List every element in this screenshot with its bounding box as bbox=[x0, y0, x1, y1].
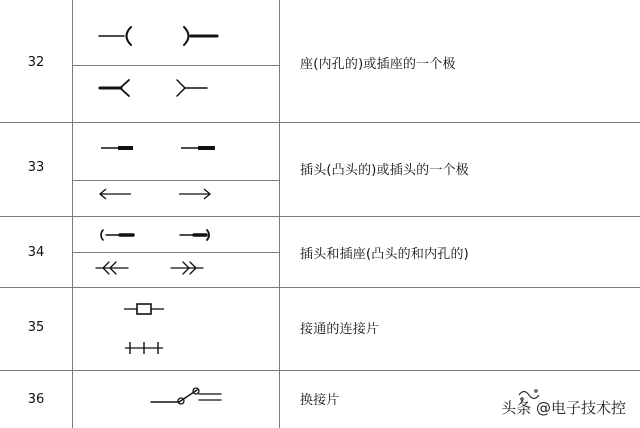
socket-pole-icon bbox=[73, 0, 279, 122]
watermark: 头条 @电子技术控 bbox=[501, 399, 626, 417]
row-number: 32 bbox=[27, 55, 45, 70]
row-description: 换接片 bbox=[300, 393, 340, 408]
row-number: 33 bbox=[27, 160, 45, 175]
plug-pole-icon bbox=[73, 122, 279, 216]
row-number: 35 bbox=[27, 320, 45, 335]
changeover-link-icon bbox=[73, 370, 279, 428]
plug-and-socket-icon bbox=[73, 216, 279, 287]
row-description: 插头和插座(凸头的和内孔的) bbox=[300, 247, 469, 262]
row-description: 接通的连接片 bbox=[300, 322, 380, 337]
closed-link-icon bbox=[73, 287, 279, 370]
row-description: 座(内孔的)或插座的一个极 bbox=[300, 57, 456, 72]
row-number: 34 bbox=[27, 245, 45, 260]
row-number: 36 bbox=[27, 392, 45, 407]
grid-line bbox=[279, 0, 280, 428]
row-description: 插头(凸头的)或插头的一个极 bbox=[300, 163, 469, 178]
